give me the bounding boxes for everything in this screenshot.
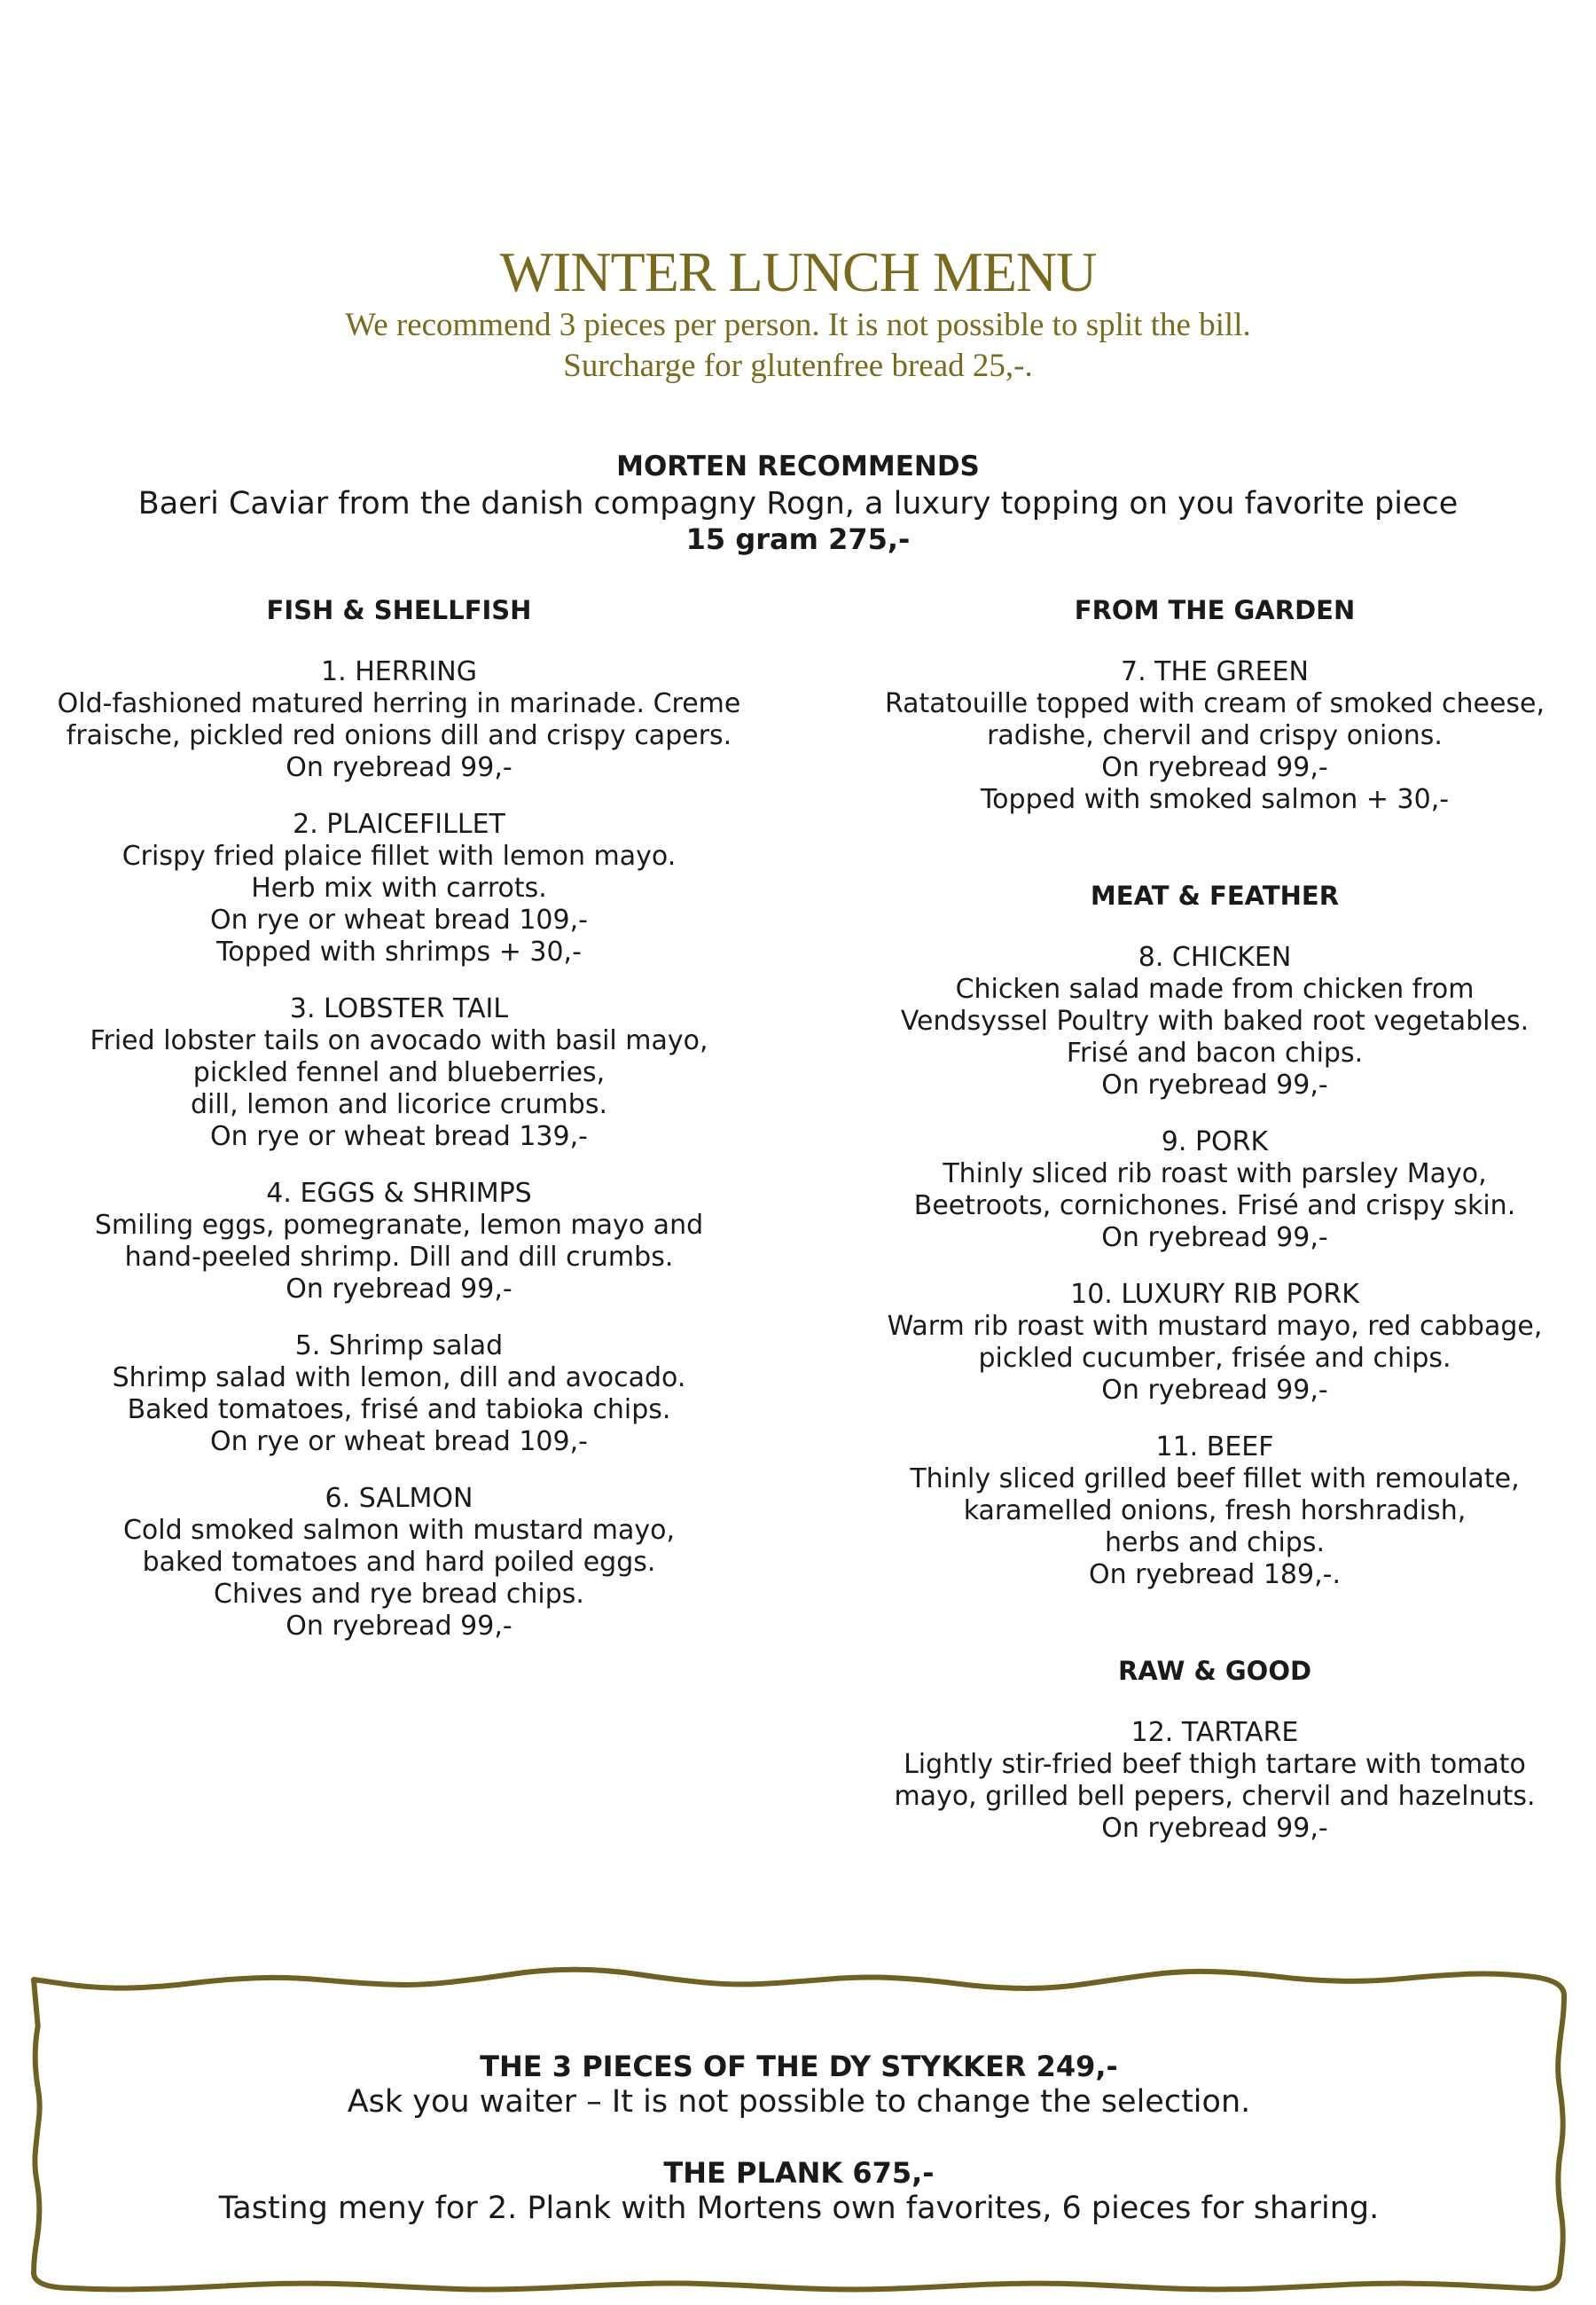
item-description-line: dill, lemon and licorice crumbs.: [191, 1089, 607, 1120]
chef-recommendation: [0, 448, 1596, 556]
menu-item: [0, 1178, 798, 1305]
item-description-line: baked tomatoes and hard poiled eggs.: [142, 1547, 656, 1578]
item-description-line: Ratatouille topped with cream of smoked cheese,: [884, 688, 1545, 719]
item-description-line: On ryebread 99,-: [286, 1274, 512, 1305]
item-description-line: On ryebread 99,-: [1101, 752, 1328, 783]
raw-items: [833, 1717, 1596, 1845]
item-description-line: mayo, grilled bell pepers, chervil and hazelnuts.: [894, 1781, 1536, 1812]
menu-title: WINTER LUNCH MENU: [499, 240, 1097, 303]
item-description-line: fraische, pickled red onions dill and crispy capers.: [66, 720, 732, 751]
item-description-line: Crispy fried plaice fillet with lemon mayo.: [121, 841, 677, 872]
item-description-line: On ryebread 99,-: [286, 752, 512, 783]
item-description-line: On ryebread 189,-.: [1088, 1559, 1341, 1590]
section-fish-shellfish: FISH & SHELLFISH: [266, 595, 532, 625]
section-raw-good: RAW & GOOD: [1117, 1656, 1312, 1686]
right-column: [833, 594, 1596, 1870]
item-description-line: hand-peeled shrimp. Dill and dill crumbs.: [124, 1242, 674, 1273]
item-description-line: Chicken salad made from chicken from: [955, 974, 1475, 1005]
item-description-line: Topped with smoked salmon + 30,-: [980, 784, 1450, 815]
item-description-line: Warm rib roast with mustard mayo, red cabbage,: [887, 1311, 1543, 1342]
recommend-text: Baeri Caviar from the danish compagny Rogn, a luxury topping on you favorite piece: [137, 486, 1459, 521]
menu-item: [0, 656, 798, 784]
item-description-line: On ryebread 99,-: [1101, 1070, 1328, 1101]
item-name: 6. SALMON: [325, 1483, 473, 1514]
item-description-line: Chives and rye bread chips.: [214, 1579, 584, 1610]
fish-items: [0, 656, 798, 1643]
item-description-line: pickled fennel and blueberries,: [192, 1057, 606, 1088]
item-description-line: Frisé and bacon chips.: [1066, 1038, 1364, 1069]
garden-items: [833, 656, 1596, 816]
menu-item: [833, 1279, 1596, 1407]
set-menu-box: [27, 1960, 1571, 2297]
item-name: 3. LOBSTER TAIL: [289, 993, 509, 1024]
item-description-line: Fried lobster tails on avocado with basil mayo,: [90, 1025, 708, 1056]
item-name: 7. THE GREEN: [1121, 656, 1309, 687]
item-name: 2. PLAICEFILLET: [293, 809, 505, 840]
plank-heading: THE PLANK 675,-: [663, 2156, 935, 2190]
three-pieces-heading: THE 3 PIECES OF THE DY STYKKER 249,-: [480, 2050, 1118, 2083]
item-description-line: On ryebread 99,-: [1101, 1375, 1328, 1406]
item-description-line: Baked tomatoes, frisé and tabioka chips.: [127, 1394, 671, 1425]
menu-item: [833, 942, 1596, 1102]
item-name: 10. LUXURY RIB PORK: [1070, 1279, 1359, 1310]
menu-item: [0, 1483, 798, 1643]
menu-item: [833, 1717, 1596, 1845]
left-column: [0, 594, 798, 1667]
menu-item: [0, 1330, 798, 1458]
item-name: 1. HERRING: [321, 656, 477, 687]
item-name: 12. TARTARE: [1130, 1717, 1299, 1748]
item-name: 4. EGGS & SHRIMPS: [266, 1178, 532, 1209]
item-description-line: On ryebread 99,-: [1101, 1813, 1328, 1844]
surcharge-note: Surcharge for glutenfree bread 25,-.: [563, 348, 1033, 384]
item-description-line: On ryebread 99,-: [286, 1611, 512, 1642]
item-description-line: Thinly sliced rib roast with parsley Mayo,: [943, 1158, 1487, 1189]
menu-item: [833, 1126, 1596, 1254]
item-name: 5. Shrimp salad: [294, 1330, 504, 1361]
menu-item: [833, 1431, 1596, 1591]
item-description-line: Herb mix with carrots.: [251, 873, 547, 904]
item-description-line: Shrimp salad with lemon, dill and avocado.: [112, 1362, 686, 1393]
three-pieces-text: Ask you waiter – It is not possible to change the selection.: [347, 2084, 1251, 2120]
menu-item: [0, 809, 798, 968]
item-description-line: Smiling eggs, pomegranate, lemon mayo and: [94, 1210, 704, 1241]
section-meat-feather: MEAT & FEATHER: [1090, 881, 1340, 911]
item-description-line: herbs and chips.: [1104, 1527, 1326, 1558]
item-description-line: Vendsyssel Poultry with baked root vegetables.: [900, 1006, 1530, 1037]
item-description-line: Topped with shrimps + 30,-: [216, 937, 582, 968]
plank-text: Tasting meny for 2. Plank with Mortens own favorites, 6 pieces for sharing.: [218, 2191, 1380, 2226]
recommend-heading: MORTEN RECOMMENDS: [616, 451, 980, 482]
item-description-line: On rye or wheat bread 139,-: [210, 1121, 588, 1152]
item-description-line: pickled cucumber, frisée and chips.: [978, 1343, 1451, 1374]
item-description-line: radishe, chervil and crispy onions.: [987, 720, 1443, 751]
item-description-line: Old-fashioned matured herring in marinade. Creme: [57, 688, 741, 719]
menu-header: [0, 239, 1596, 387]
recommend-note: We recommend 3 pieces per person. It is not possible to split the bill.: [345, 307, 1251, 343]
item-description-line: Cold smoked salmon with mustard mayo,: [122, 1515, 676, 1546]
section-garden: FROM THE GARDEN: [1074, 595, 1356, 625]
item-name: 9. PORK: [1161, 1126, 1269, 1157]
item-description-line: karamelled onions, fresh horshradish,: [963, 1495, 1467, 1526]
meat-items: [833, 942, 1596, 1591]
item-description-line: On rye or wheat bread 109,-: [210, 905, 588, 936]
item-description-line: On rye or wheat bread 109,-: [210, 1426, 588, 1457]
menu-item: [833, 656, 1596, 816]
set-menu-content: [27, 2049, 1571, 2226]
item-description-line: Beetroots, cornichones. Frisé and crispy skin.: [913, 1190, 1516, 1221]
item-name: 8. CHICKEN: [1138, 942, 1292, 973]
item-name: 11. BEEF: [1155, 1431, 1274, 1462]
item-description-line: Lightly stir-fried beef thigh tartare with tomato: [904, 1749, 1526, 1780]
item-description-line: On ryebread 99,-: [1101, 1222, 1328, 1253]
recommend-price: 15 gram 275,-: [685, 522, 911, 556]
menu-item: [0, 993, 798, 1153]
item-description-line: Thinly sliced grilled beef fillet with remoulate,: [910, 1463, 1520, 1494]
